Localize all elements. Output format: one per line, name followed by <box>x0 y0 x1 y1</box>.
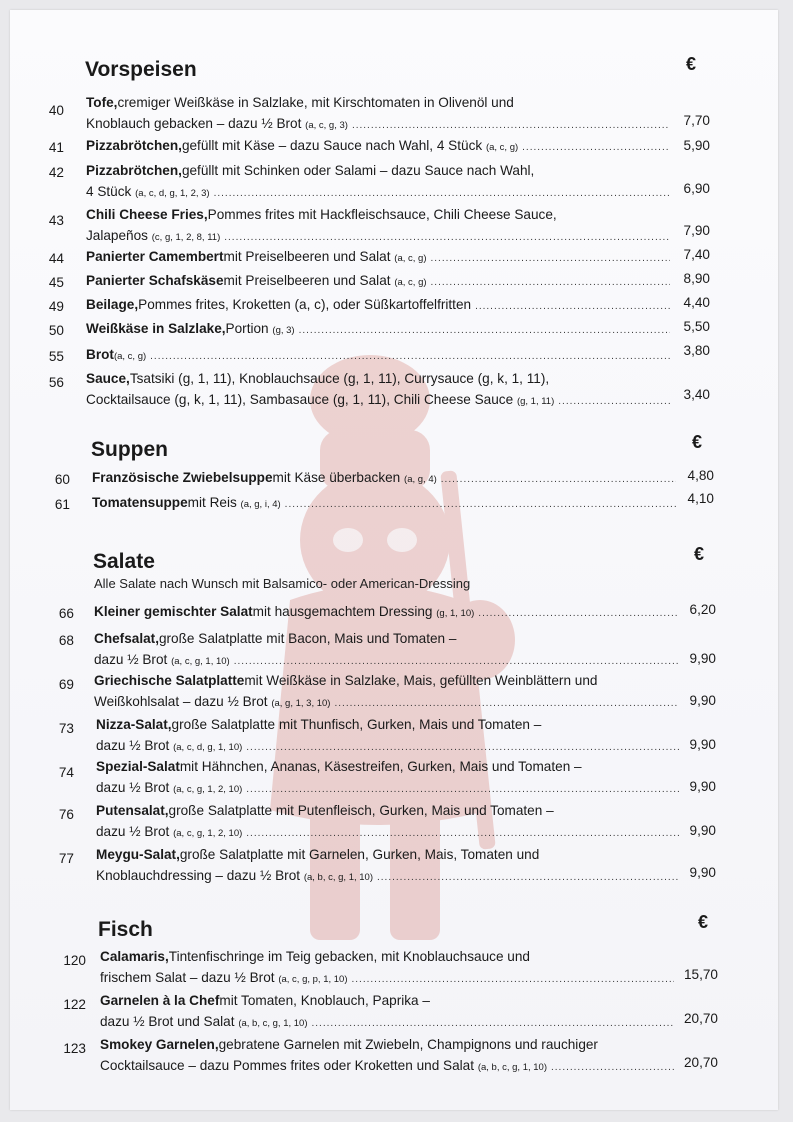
allergens: (a, c, g, 1, 10) <box>171 656 230 667</box>
item-name: Chili Cheese Fries, <box>86 207 208 222</box>
item-description-2: Weißkohlsalat – dazu ½ Brot <box>94 694 268 709</box>
allergens: (a, c, d, g, 1, 10) <box>173 742 243 753</box>
item-description: große Salatplatte mit Thunfisch, Gurken, Mais und Tomaten – <box>171 717 542 732</box>
item-name: Kleiner gemischter Salat <box>94 604 253 619</box>
item-price: 7,40 <box>683 247 710 262</box>
item-number: 49 <box>48 299 64 314</box>
item-description-2: dazu ½ Brot <box>94 652 168 667</box>
item-name: Smokey Garnelen, <box>100 1037 219 1052</box>
item-description: mit Preiselbeeren und Salat <box>223 249 391 264</box>
item-description: mit Hähnchen, Ananas, Käsestreifen, Gurken, Mais und Tomaten – <box>179 759 582 774</box>
item-price: 9,90 <box>689 737 716 752</box>
item-name: Brot <box>86 347 114 362</box>
item-price: 9,90 <box>689 651 716 666</box>
item-number: 41 <box>48 140 64 155</box>
item-description: mit Weißkäse in Salzlake, Mais, gefüllten Weinblättern und <box>244 673 598 688</box>
item-description: Pommes frites mit Hackfleischsauce, Chili Cheese Sauce, <box>207 207 557 222</box>
currency-symbol: € <box>698 912 709 932</box>
item-price: 5,90 <box>683 138 710 153</box>
item-description: gebratene Garnelen mit Zwiebeln, Champignons und rauchiger <box>218 1037 598 1052</box>
item-name: Spezial-Salat <box>96 759 180 774</box>
item-description: große Salatplatte mit Bacon, Mais und Tomaten – <box>158 631 457 646</box>
item-number: 76 <box>58 807 74 822</box>
allergens: (a, c, g, 3) <box>305 120 348 131</box>
item-number: 123 <box>63 1041 86 1056</box>
item-number: 74 <box>58 765 74 780</box>
menu-page <box>10 10 778 1110</box>
item-description-2: Jalapeños <box>86 228 148 243</box>
item-number: 42 <box>48 165 64 180</box>
allergens: (a, c, g) <box>394 277 427 288</box>
item-name: Pizzabrötchen, <box>86 138 182 153</box>
item-name: Sauce, <box>86 371 130 386</box>
item-price: 6,90 <box>683 181 710 196</box>
allergens: (g, 1, 10) <box>436 608 475 619</box>
item-number: 120 <box>63 953 86 968</box>
allergens: (c, g, 1, 2, 8, 11) <box>151 232 221 243</box>
item-price: 7,90 <box>683 223 710 238</box>
item-number: 60 <box>54 472 70 487</box>
allergens: (a, c, g) <box>113 351 147 362</box>
item-price: 3,40 <box>683 387 710 402</box>
allergens: (a, g, 1, 3, 10) <box>271 698 331 709</box>
item-number: 61 <box>54 497 70 512</box>
item-number: 66 <box>58 606 74 621</box>
item-price: 9,90 <box>689 693 716 708</box>
allergens: (a, g, i, 4) <box>240 499 281 510</box>
item-number: 45 <box>48 275 64 290</box>
item-number: 77 <box>58 851 74 866</box>
section-title: Suppen <box>91 438 168 461</box>
section-title: Fisch <box>98 918 153 941</box>
item-name: Griechische Salatplatte <box>94 673 245 688</box>
item-description: mit Tomaten, Knoblauch, Paprika – <box>219 993 430 1008</box>
allergens: (a, b, c, g, 1, 10) <box>477 1062 547 1073</box>
item-number: 44 <box>48 251 64 266</box>
item-price: 5,50 <box>683 319 710 334</box>
allergens: (a, g, 4) <box>404 474 437 485</box>
dressing-note: Alle Salate nach Wunsch mit Balsamico- oder American-Dressing <box>94 576 471 591</box>
item-description-2: dazu ½ Brot <box>96 824 170 839</box>
item-number: 68 <box>58 633 74 648</box>
item-number: 43 <box>48 213 64 228</box>
item-description-2: dazu ½ Brot <box>96 738 170 753</box>
item-number: 122 <box>63 997 86 1012</box>
item-name: Weißkäse in Salzlake, <box>86 321 226 336</box>
item-number: 69 <box>58 677 74 692</box>
item-price: 9,90 <box>689 779 716 794</box>
item-name: Garnelen à la Chef <box>100 993 220 1008</box>
section-title: Salate <box>93 550 155 573</box>
item-description-2: Knoblauchdressing – dazu ½ Brot <box>96 868 301 883</box>
item-description: cremiger Weißkäse in Salzlake, mit Kirschtomaten in Olivenöl und <box>117 95 514 110</box>
item-number: 55 <box>48 349 64 364</box>
item-name: Panierter Schafskäse <box>86 273 224 288</box>
item-price: 15,70 <box>683 967 718 982</box>
item-number: 56 <box>48 375 64 390</box>
item-name: Putensalat, <box>96 803 169 818</box>
item-description: gefüllt mit Käse – dazu Sauce nach Wahl, 4 Stück <box>181 138 483 153</box>
allergens: (a, c, d, g, 1, 2, 3) <box>135 188 210 199</box>
item-price: 6,20 <box>689 602 716 617</box>
item-description-2: dazu ½ Brot <box>96 780 170 795</box>
item-description: Tsatsiki (g, 1, 11), Knoblauchsauce (g, 1, 11), Currysauce (g, k, 1, 11), <box>129 371 550 386</box>
currency-symbol: € <box>694 544 705 564</box>
item-name: Meygu-Salat, <box>96 847 180 862</box>
item-price: 9,90 <box>689 823 716 838</box>
allergens: (a, c, g) <box>394 253 427 264</box>
currency-symbol: € <box>692 432 703 452</box>
item-price: 7,70 <box>683 113 710 128</box>
item-price: 9,90 <box>689 865 716 880</box>
item-price: 4,10 <box>687 491 714 506</box>
section-title: Vorspeisen <box>85 58 197 81</box>
item-description: Tintenfischringe im Teig gebacken, mit Knoblauchsauce und <box>168 949 530 964</box>
allergens: (a, b, c, g, 1, 10) <box>303 872 373 883</box>
allergens: (a, c, g, 1, 2, 10) <box>173 828 243 839</box>
item-price: 20,70 <box>683 1011 718 1026</box>
item-name: Tofe, <box>86 95 118 110</box>
item-description-2: dazu ½ Brot und Salat <box>100 1014 235 1029</box>
item-name: Calamaris, <box>100 949 169 964</box>
item-number: 50 <box>48 323 64 338</box>
item-description-2: Cocktailsauce – dazu Pommes frites oder Kroketten und Salat <box>100 1058 475 1073</box>
item-description: mit hausgemachtem Dressing <box>252 604 433 619</box>
allergens: (a, b, c, g, 1, 10) <box>238 1018 308 1029</box>
item-description-2: frischem Salat – dazu ½ Brot <box>100 970 275 985</box>
item-description: große Salatplatte mit Putenfleisch, Gurken, Mais und Tomaten – <box>168 803 554 818</box>
item-description-2: 4 Stück <box>86 184 132 199</box>
item-price: 8,90 <box>683 271 710 286</box>
item-name: Tomatensuppe <box>92 495 188 510</box>
item-name: Panierter Camembert <box>86 249 224 264</box>
item-name: Pizzabrötchen, <box>86 163 182 178</box>
allergens: (a, c, g, 1, 2, 10) <box>173 784 243 795</box>
allergens: (a, c, g, p, 1, 10) <box>278 974 348 985</box>
item-name: Französische Zwiebelsuppe <box>92 470 273 485</box>
item-description-2: Knoblauch gebacken – dazu ½ Brot <box>86 116 302 131</box>
item-description: mit Reis <box>187 495 237 510</box>
item-number: 73 <box>58 721 74 736</box>
allergens: (a, c, g) <box>485 142 519 153</box>
item-description: große Salatplatte mit Garnelen, Gurken, Mais, Tomaten und <box>179 847 540 862</box>
item-number: 40 <box>48 103 64 118</box>
item-description: gefüllt mit Schinken oder Salami – dazu Sauce nach Wahl, <box>181 163 535 178</box>
item-description: Portion <box>225 321 269 336</box>
item-description: Pommes frites, Kroketten (a, c), oder Süßkartoffelfritten <box>138 297 472 312</box>
allergens: (g, 3) <box>272 325 295 336</box>
allergens: (g, 1, 11) <box>516 396 555 407</box>
currency-symbol: € <box>686 54 697 74</box>
item-description: mit Käse überbacken <box>272 470 401 485</box>
item-price: 20,70 <box>683 1055 718 1070</box>
item-price: 4,40 <box>683 295 710 310</box>
item-description: mit Preiselbeeren und Salat <box>223 273 391 288</box>
item-description-2: Cocktailsauce (g, k, 1, 11), Sambasauce (g, 1, 11), Chili Cheese Sauce <box>86 392 514 407</box>
item-price: 4,80 <box>687 468 714 483</box>
item-price: 3,80 <box>683 343 710 358</box>
item-name: Nizza-Salat, <box>96 717 172 732</box>
item-name: Beilage, <box>86 297 139 312</box>
item-name: Chefsalat, <box>94 631 159 646</box>
